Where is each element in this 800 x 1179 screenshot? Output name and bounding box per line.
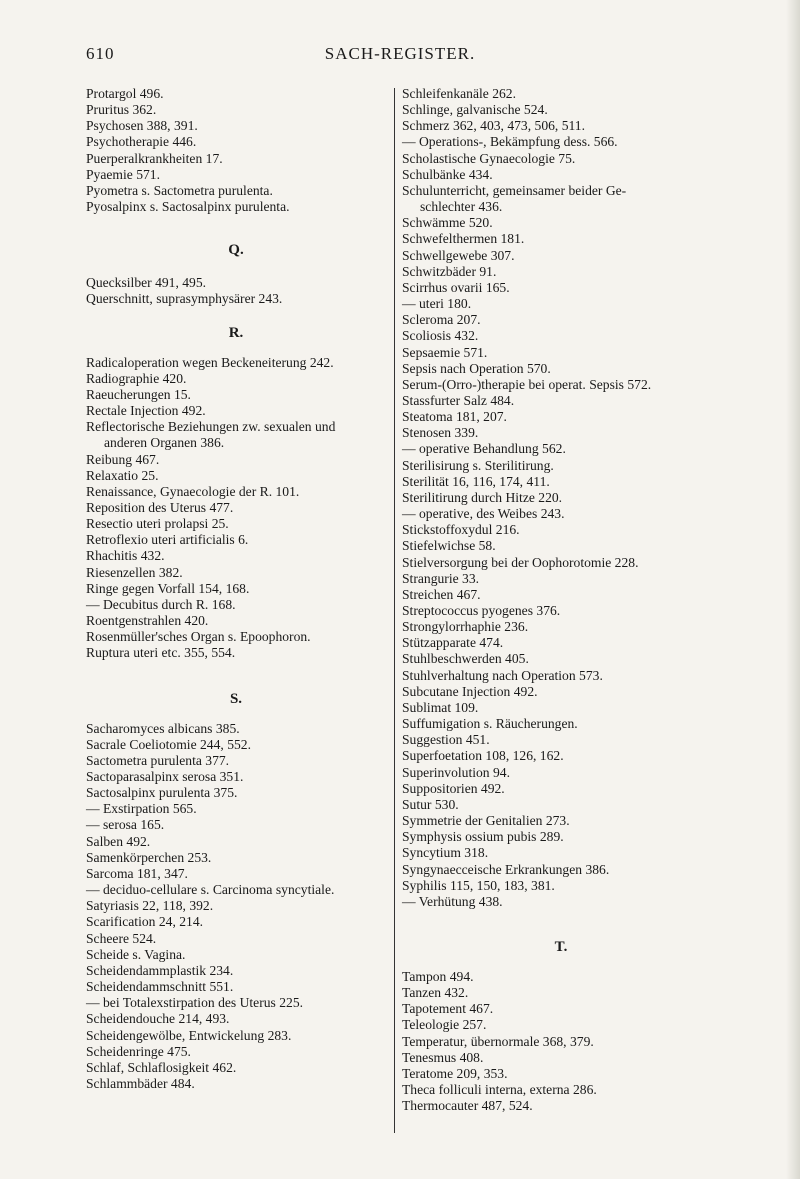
index-entry: Sterilitirung durch Hitze 220.	[402, 489, 563, 505]
index-entry: Sactoparasalpinx serosa 351.	[86, 769, 244, 784]
index-entry: Pyosalpinx s. Sactosalpinx purulenta.	[86, 199, 290, 215]
index-entry: Roentgenstrahlen 420.	[86, 613, 209, 629]
index-entry: Serum-(Orro-)therapie bei operat. Sepsis 572.	[402, 376, 652, 392]
index-entry: Scleroma 207.	[402, 312, 481, 328]
index-entry: Steatoma 181, 207.	[402, 409, 507, 425]
index-entry: Schwellgewebe 307.	[402, 247, 515, 263]
page-edge-shadow	[786, 0, 800, 1179]
index-entry: Teratome 209, 353.	[402, 1065, 508, 1081]
index-entry: Rhachitis 432.	[86, 548, 165, 564]
index-entry: Sarcoma 181, 347.	[86, 865, 188, 881]
index-entry: Schlinge, galvanische 524.	[402, 102, 548, 118]
index-entry: Scarification 24, 214.	[86, 914, 204, 930]
index-entry: Strongylorrhaphie 236.	[402, 619, 529, 635]
index-entry: Satyriasis 22, 118, 392.	[86, 898, 214, 914]
index-entry: Psychotherapie 446.	[86, 134, 197, 150]
index-entry: Sactometra purulenta 377.	[86, 752, 230, 768]
page-number: 610	[86, 44, 115, 63]
index-entry: Psychosen 388, 391.	[86, 118, 198, 134]
index-entry: Sepsaemie 571.	[402, 344, 488, 360]
index-entry: — Decubitus durch R. 168.	[86, 596, 236, 612]
right-column	[402, 86, 720, 1114]
index-entry: Protargol 496.	[86, 86, 164, 101]
index-entry: Schmerz 362, 403, 473, 506, 511.	[402, 118, 585, 134]
index-entry: Sterilisirung s. Sterilitirung.	[402, 457, 554, 473]
index-entry: Schulbänke 434.	[402, 166, 493, 182]
section-letter-r: R.	[228, 324, 244, 341]
index-entry: Reposition des Uterus 477.	[86, 499, 234, 515]
index-entry: Ruptura uteri etc. 355, 554.	[86, 645, 236, 661]
index-entry: Strangurie 33.	[402, 570, 480, 586]
index-entry: Streptococcus pyogenes 376.	[402, 603, 561, 618]
index-entry: Scoliosis 432.	[402, 328, 479, 344]
index-entry: Schlaf, Schlaflosigkeit 462.	[86, 1059, 237, 1075]
index-entry: Suggestion 451.	[402, 732, 490, 748]
index-entry: Stassfurter Salz 484.	[402, 392, 515, 408]
index-entry: Subcutane Injection 492.	[402, 683, 538, 699]
index-entry: — Exstirpation 565.	[86, 801, 197, 817]
index-entry: Temperatur, übernormale 368, 379.	[402, 1033, 594, 1049]
index-entry: Schwitzbäder 91.	[402, 263, 497, 279]
index-entry: — bei Totalexstirpation des Uterus 225.	[86, 995, 304, 1011]
index-entry: — serosa 165.	[86, 817, 165, 833]
index-entry: Scheidendouche 214, 493.	[86, 1011, 230, 1027]
index-entry: Scholastische Gynaecologie 75.	[402, 150, 576, 166]
index-entry: Stützapparate 474.	[402, 635, 504, 651]
index-entry: Sepsis nach Operation 570.	[402, 360, 551, 376]
index-entry: Stuhlbeschwerden 405.	[402, 651, 529, 667]
index-entry: Retroflexio uteri artificialis 6.	[86, 532, 249, 548]
index-entry: Sactosalpinx purulenta 375.	[86, 785, 238, 801]
index-entry: Ringe gegen Vorfall 154, 168.	[86, 580, 250, 596]
index-entry: Tanzen 432.	[402, 985, 469, 1001]
index-entry: Scheide s. Vagina.	[86, 946, 186, 962]
index-entry: Scheidendammschnitt 551.	[86, 979, 234, 995]
index-entry: Suppositorien 492.	[402, 780, 505, 796]
index-entry: Stielversorgung bei der Oophorotomie 228.	[402, 554, 639, 570]
index-entry: Pyaemie 571.	[86, 166, 160, 182]
index-entry: Tapotement 467.	[402, 1001, 494, 1017]
index-entry: Schwämme 520.	[402, 215, 493, 231]
index-entry: Syncytium 318.	[402, 845, 489, 861]
running-title: SACH-REGISTER.	[324, 44, 476, 63]
index-entry: Symmetrie der Genitalien 273.	[402, 813, 570, 829]
index-entry: Rectale Injection 492.	[86, 403, 206, 419]
index-entry: Stiefelwichse 58.	[402, 538, 496, 554]
index-entry: Quecksilber 491, 495.	[86, 275, 207, 291]
column-divider	[394, 88, 395, 1133]
index-entry: Renaissance, Gynaecologie der R. 101.	[86, 483, 300, 499]
p-section	[86, 86, 386, 215]
index-entry: Sublimat 109.	[402, 699, 479, 715]
section-letter-s: S.	[229, 690, 243, 707]
index-entry: Reflectorische Beziehungen zw. sexualen und	[86, 419, 336, 435]
index-entry: Teleologie 257.	[402, 1017, 487, 1033]
index-entry: — Verhütung 438.	[402, 893, 503, 909]
index-entry: Thermocauter 487, 524.	[402, 1098, 533, 1114]
index-entry: Suffumigation s. Räucherungen.	[402, 716, 578, 732]
index-entry: Puerperalkrankheiten 17.	[86, 150, 223, 166]
index-entry: Tenesmus 408.	[402, 1049, 484, 1065]
index-entry: Rosenmüller'sches Organ s. Epoophoron.	[86, 629, 311, 645]
index-entry: Schulunterricht, gemeinsamer beider Ge-	[402, 182, 627, 198]
t-section	[402, 969, 720, 1114]
index-entry: Schwefelthermen 181.	[402, 231, 525, 247]
index-entry: Radiographie 420.	[86, 370, 187, 386]
index-entry: — Operations-, Bekämpfung dess. 566.	[402, 134, 618, 150]
index-entry: Resectio uteri prolapsi 25.	[86, 516, 229, 532]
index-entry: schlechter 436.	[420, 199, 503, 215]
index-entry: Syphilis 115, 150, 183, 381.	[402, 877, 555, 893]
index-entry: — uteri 180.	[402, 296, 472, 312]
q-section	[86, 275, 386, 307]
index-entry: Superfoetation 108, 126, 162.	[402, 748, 564, 764]
index-entry: Scirrhus ovarii 165.	[402, 279, 510, 295]
index-entry: Riesenzellen 382.	[86, 564, 183, 580]
index-entry: Scheidendammplastik 234.	[86, 962, 234, 978]
index-entry: Superinvolution 94.	[402, 764, 510, 780]
index-entry: Sacharomyces albicans 385.	[86, 720, 240, 736]
index-entry: Stenosen 339.	[402, 425, 479, 441]
index-entry: Sutur 530.	[402, 796, 459, 812]
index-entry: Radicaloperation wegen Beckeneiterung 242.	[86, 354, 334, 370]
index-entry: Theca folliculi interna, externa 286.	[402, 1082, 597, 1098]
index-entry: Tampon 494.	[402, 968, 474, 984]
index-entry: Syngynaecceische Erkrankungen 386.	[402, 861, 610, 877]
index-entry: Stuhlverhaltung nach Operation 573.	[402, 667, 603, 683]
index-entry: — operative Behandlung 562.	[402, 441, 566, 457]
index-entry: Pruritus 362.	[86, 102, 157, 118]
s-section-left	[86, 721, 386, 1093]
index-entry: Reibung 467.	[86, 451, 160, 467]
s-section-right	[402, 86, 720, 910]
index-entry: Raeucherungen 15.	[86, 386, 191, 402]
index-entry: Sacrale Coeliotomie 244, 552.	[86, 736, 251, 752]
index-entry: Stickstoffoxydul 216.	[402, 522, 520, 538]
index-entry: Streichen 467.	[402, 586, 481, 602]
index-entry: Samenkörperchen 253.	[86, 849, 212, 865]
index-entry: Scheidengewölbe, Entwickelung 283.	[86, 1027, 292, 1043]
page-header	[0, 44, 800, 68]
index-entry: Symphysis ossium pubis 289.	[402, 829, 564, 845]
index-entry: Pyometra s. Sactometra purulenta.	[86, 182, 273, 198]
index-entry: Sterilität 16, 116, 174, 411.	[402, 473, 550, 489]
index-entry: Relaxatio 25.	[86, 467, 159, 483]
index-entry: Scheidenringe 475.	[86, 1043, 191, 1059]
section-letter-t: T.	[554, 938, 568, 955]
index-entry: — deciduo-cellulare s. Carcinoma syncytiale.	[86, 882, 335, 898]
r-section	[86, 355, 386, 662]
index-entry: anderen Organen 386.	[104, 435, 225, 451]
index-entry: Schlammbäder 484.	[86, 1075, 195, 1091]
section-letter-q: Q.	[228, 242, 244, 259]
left-column	[86, 86, 386, 1092]
index-entry: — operative, des Weibes 243.	[402, 506, 565, 522]
index-entry: Scheere 524.	[86, 930, 157, 946]
index-entry: Querschnitt, suprasymphysärer 243.	[86, 291, 283, 307]
index-entry: Salben 492.	[86, 833, 151, 849]
index-entry: Schleifenkanäle 262.	[402, 86, 516, 101]
